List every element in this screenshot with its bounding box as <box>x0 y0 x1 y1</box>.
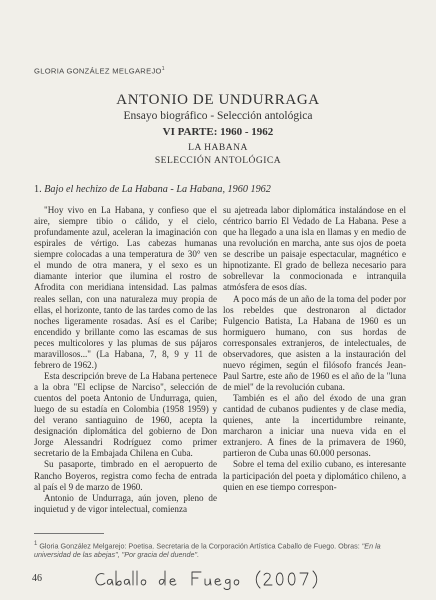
section-title: Bajo el hechizo de La Habana - La Habana, 1960 1962 <box>44 184 271 195</box>
part-heading: VI PARTE: 1960 - 1962 <box>162 126 274 138</box>
section-number: 1. <box>34 184 42 195</box>
page-number: 46 <box>32 573 42 584</box>
place-heading: LA HABANA <box>188 143 248 153</box>
paragraph: Sobre el tema del exilio cubano, es interesante la participación del poeta y diplomático chileno, a quien en ese tiempo correspon- <box>223 459 406 492</box>
paragraph: A poco más de un año de la toma del poder por los rebeldes que destronaron al dictador Fulgencio Batista, La Habana de 1960 es un hormiguero humano, con sus hordas de corresponsales extranjeros, de intelectuales, de observadores, que asisten a la instauración del nuevo régimen, según el filósofo francés Jean-Paul Sartre, este año de 1960 es el año de la "luna de miel" de la revolución cubana. <box>223 293 406 392</box>
footnote-text: Gloria González Melgarejo: Poetisa. Secretaria de la Corporación Artística Caballo de Fuego. Obras: <box>39 541 362 551</box>
author-name: GLORIA GONZÁLEZ MELGAREJO <box>34 66 162 76</box>
subtitle: Ensayo biográfico - Selección antológica <box>123 110 313 122</box>
footnote-works: "En la universidad de las abejas", "Por gracia del duende". <box>34 541 381 560</box>
handwritten-annotation <box>92 568 332 590</box>
section-heading <box>34 184 414 195</box>
footnote-rule <box>34 533 104 534</box>
running-header-author: GLORIA GONZÁLEZ MELGAREJO$^1$ <box>34 66 165 76</box>
paragraph: su ajetreada labor diplomática instalándose en el céntrico barrio El Vedado de La Habana. Pese a que ha llegado a una isla en llamas y en medio de una revolución en marcha, ante sus ojos de poeta se describe un paisaje espectacular, magnético e hipnotizante. El grado de belleza necesario para sobrellevar la conmocionada e intranquila atmósfera de esos días. <box>223 205 406 293</box>
footnote <box>34 540 412 559</box>
main-title: ANTONIO DE UNDURRAGA <box>116 92 320 108</box>
paragraph: Esta descripción breve de La Habana pertenece a la obra "El eclipse de Narciso", selección de cuentos del poeta Antonio de Undurraga, quien, luego de su estadía en Colombia (1958 1959) y del verano santiaguino de 1960, acepta la designación diplomática del gobierno de Don Jorge Alessandri Rodríguez como primer secretario de la Embajada Chilena en Cuba. <box>34 370 217 459</box>
right-column <box>223 205 406 493</box>
paragraph: También es el año del éxodo de una gran cantidad de cubanos pudientes y de clase media, quienes, ante la incertidumbre reinante, marcharon a iniciar una nueva vida en el extranjero. A fines de la primavera de 1960, partieron de Cuba unas 60.000 personas. <box>223 393 406 459</box>
paragraph: Su pasaporte, timbrado en el aeropuerto de Rancho Boyeros, registra como fecha de entrada al país el 9 de marzo de 1960. <box>34 459 217 492</box>
handwritten-annotation-drawing <box>92 568 332 590</box>
paragraph: Antonio de Undurraga, aún joven, pleno de inquietud y de vigor intelectual, comienza <box>34 492 217 514</box>
paragraph: "Hoy vivo en La Habana, y confieso que el aire, siempre tibio o cálido, y el cielo, profundamente azul, aceleran la imaginación con espirales de vértigo. Las cabezas humanas siempre colocadas a una temperatura de 30° ven el mundo de otra manera, y el sexo es un diamante interior que ilumina el rostro de Afrodita con meridiana intensidad. Las palmas reales sellan, con una naturaleza muy propia de ellas, el horizonte, tanto de las tardes como de las noches ligeramente rosadas. Así es el Caribe; encendido y brillante como las escamas de sus peces multicolores y las plumas de sus pájaros maravillosos..." (La Habana, 7, 8, 9 y 11 de febrero de 1962.) <box>34 205 217 370</box>
footnote-marker: 1 <box>34 541 38 547</box>
selection-heading: SELECCIÓN ANTOLÓGICA <box>154 156 282 166</box>
left-column <box>34 205 217 515</box>
